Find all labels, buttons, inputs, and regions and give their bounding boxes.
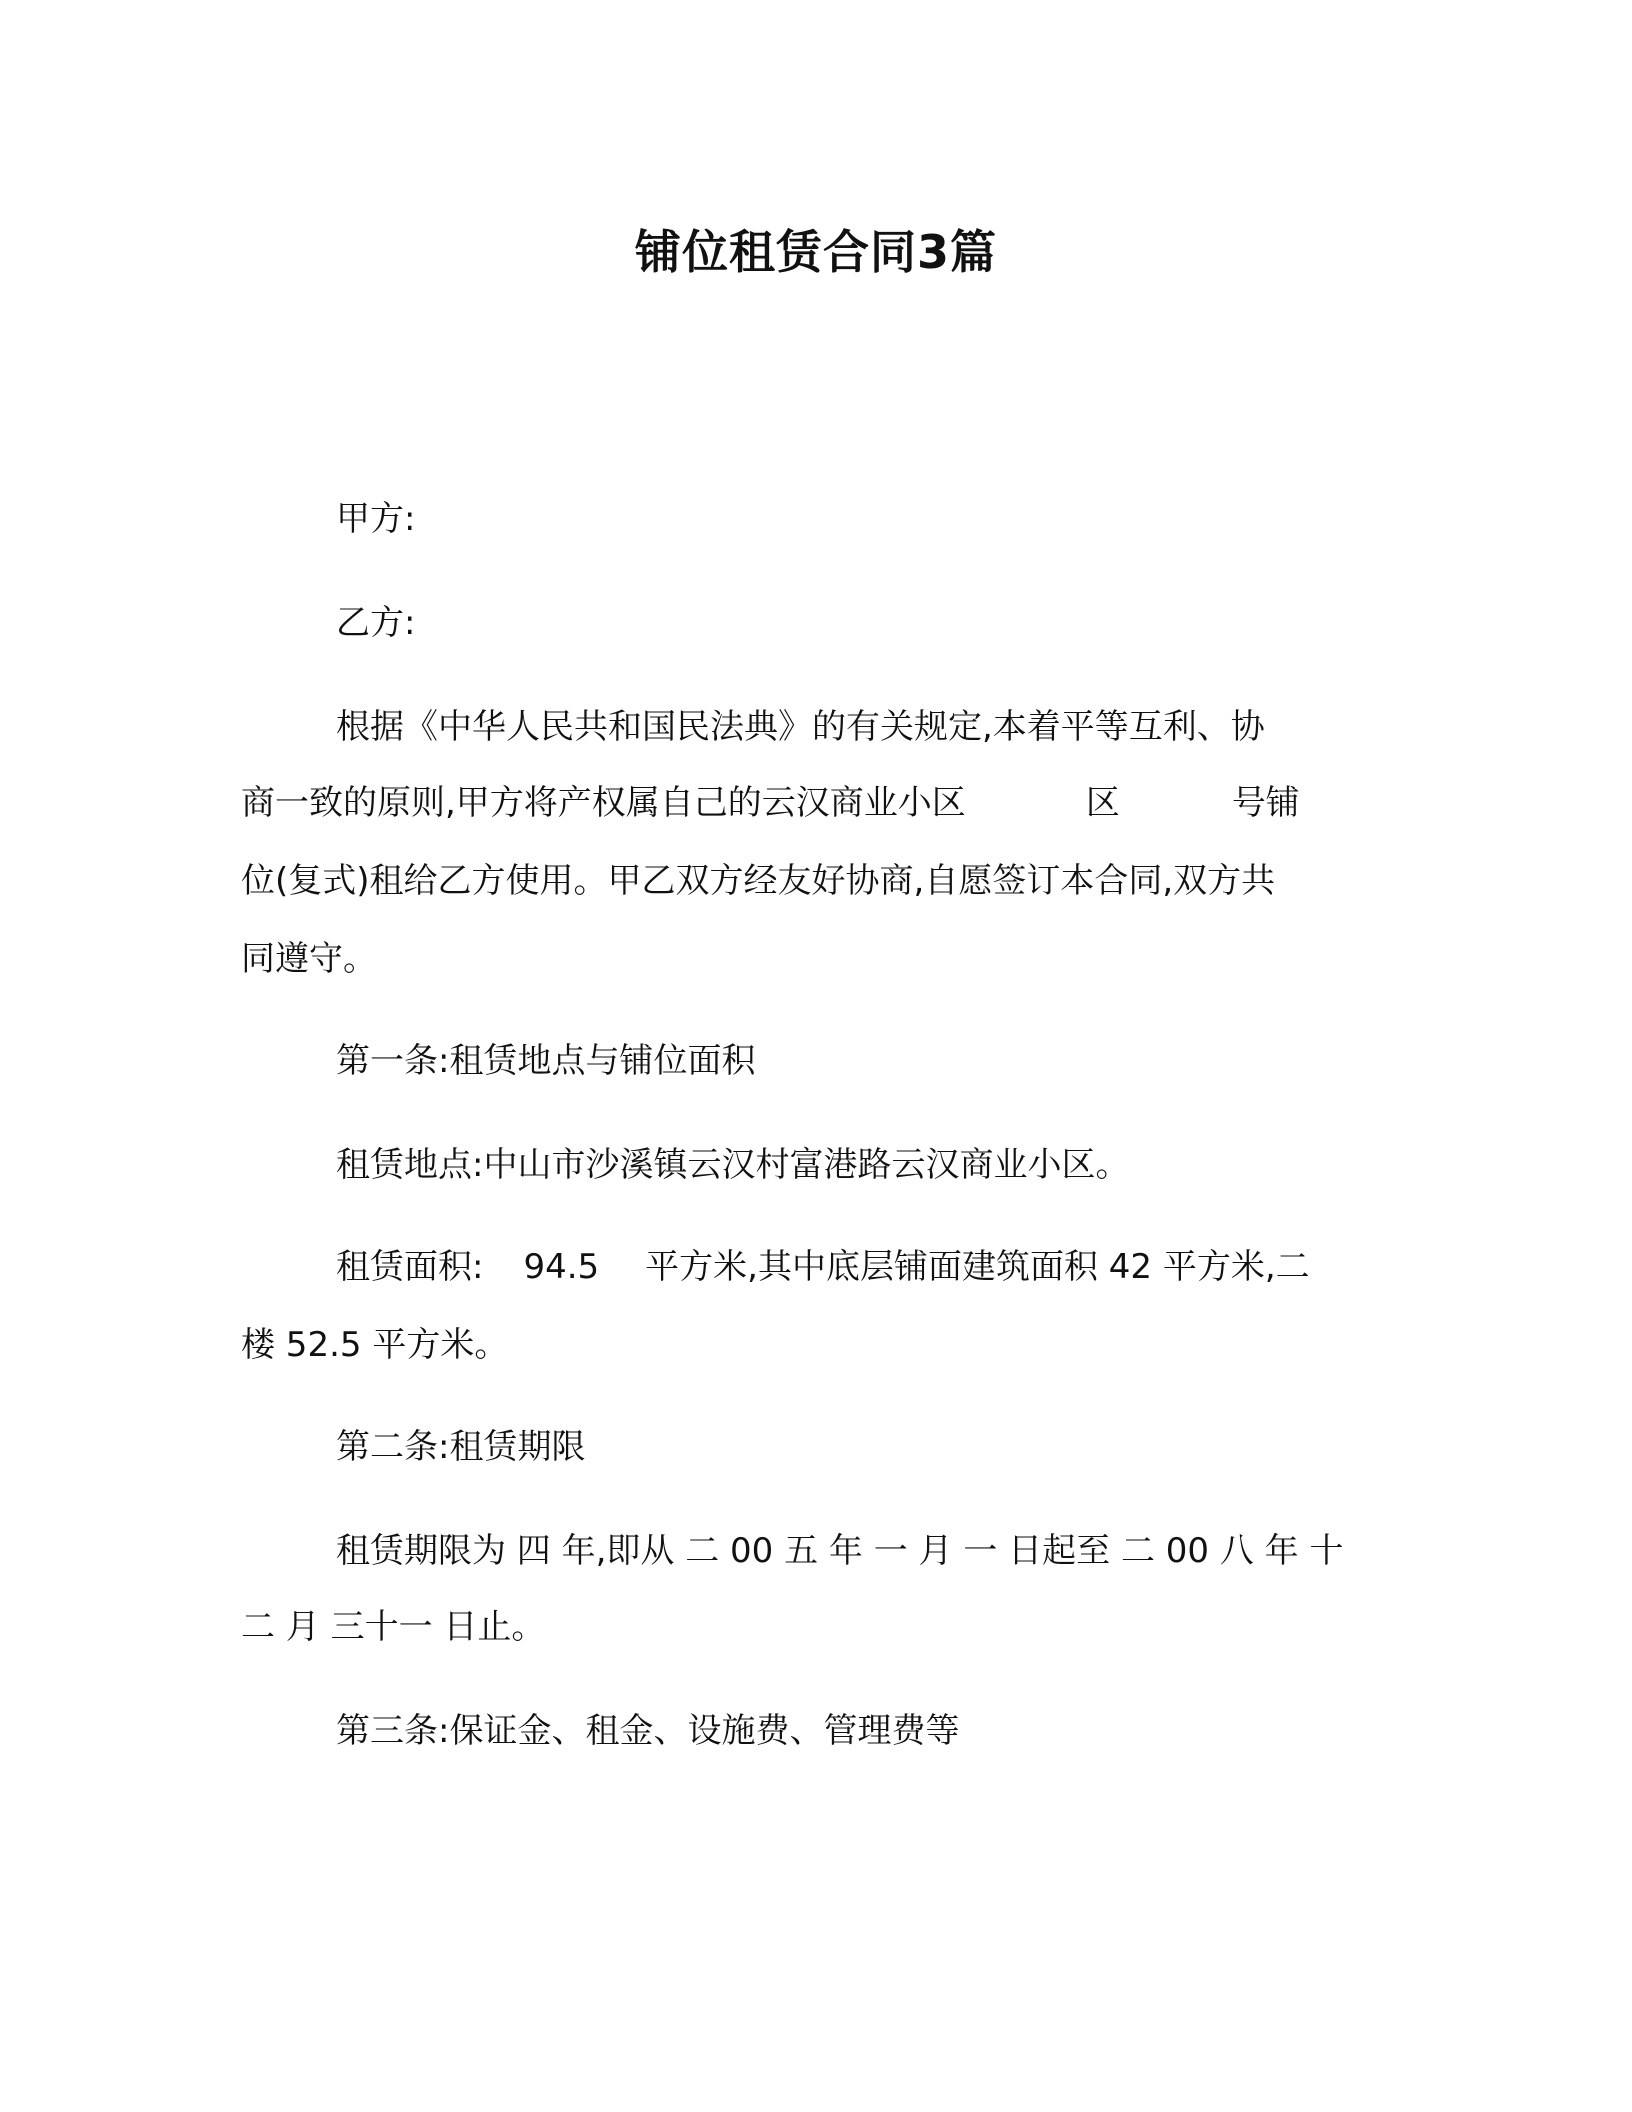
- intro-line-4: 同遵守。: [241, 939, 377, 979]
- article-1-area-line-2: 楼 52.5 平方米。: [241, 1325, 509, 1365]
- intro-line-2-part-c: 号铺: [1231, 783, 1300, 823]
- area-value: 94.5: [523, 1247, 600, 1287]
- document-title: 铺位租赁合同3篇: [634, 225, 997, 279]
- article-2-heading: 第二条:租赁期限: [336, 1427, 586, 1467]
- intro-line-3: 位(复式)租给乙方使用。甲乙双方经友好协商,自愿签订本合同,双方共: [241, 861, 1276, 901]
- area-rest: 平方米,其中底层铺面建筑面积 42 平方米,二: [645, 1247, 1310, 1287]
- area-label: 租赁面积:: [336, 1247, 484, 1287]
- article-1-area-line: [336, 1242, 1310, 1292]
- party-b-label: 乙方:: [336, 603, 416, 643]
- intro-line-2-part-b: 区: [1085, 783, 1120, 823]
- intro-line-2: [241, 778, 1300, 828]
- intro-line-1: 根据《中华人民共和国民法典》的有关规定,本着平等互利、协: [336, 707, 1265, 747]
- article-1-location: 租赁地点:中山市沙溪镇云汉村富港路云汉商业小区。: [336, 1145, 1130, 1185]
- article-2-term-line-1: 租赁期限为 四 年,即从 二 00 五 年 一 月 一 日起至 二 00 八 年 十: [336, 1531, 1344, 1571]
- article-1-heading: 第一条:租赁地点与铺位面积: [336, 1041, 756, 1081]
- article-2-term-line-2: 二 月 三十一 日止。: [241, 1607, 546, 1647]
- intro-line-2-part-a: 商一致的原则,甲方将产权属自己的云汉商业小区: [241, 783, 966, 823]
- party-a-label: 甲方:: [336, 499, 416, 539]
- article-3-heading: 第三条:保证金、租金、设施费、管理费等: [336, 1711, 960, 1751]
